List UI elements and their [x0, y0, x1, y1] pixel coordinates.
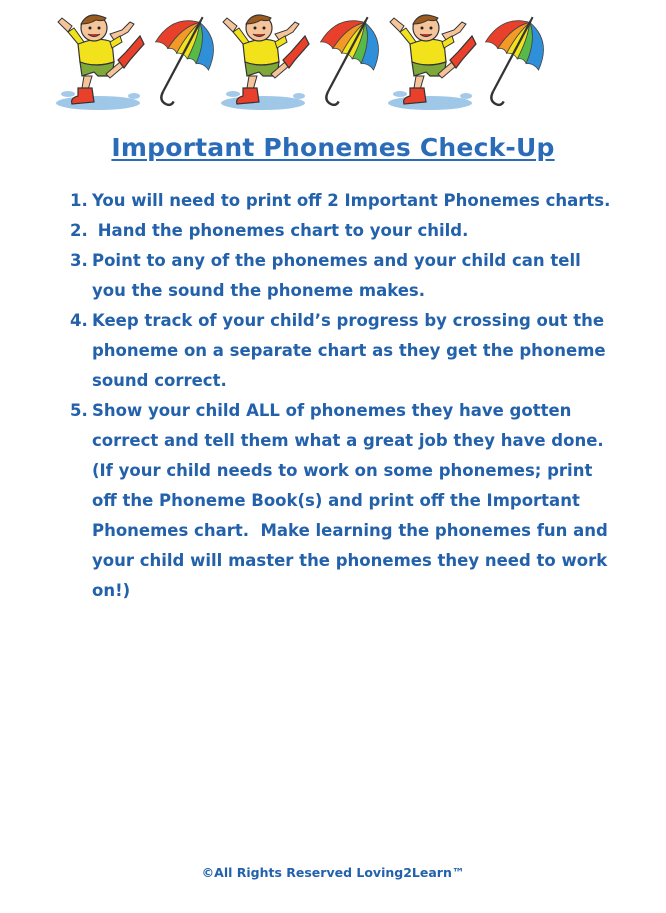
list-item: [70, 246, 615, 306]
page-title: Important Phonemes Check-Up: [111, 133, 555, 162]
boy-jumping-icon: [213, 10, 313, 115]
boy-jumping-icon: [48, 10, 148, 115]
list-item: [70, 396, 615, 606]
instructions-list: [70, 186, 615, 606]
step-number: 2.: [70, 221, 88, 240]
copyright-footer: ©All Rights Reserved Loving2Learn™: [201, 865, 465, 880]
step-number: 4.: [70, 311, 88, 330]
list-item: [70, 186, 615, 216]
list-item: [70, 216, 615, 246]
umbrella-icon: [146, 10, 218, 115]
step-text: You will need to print off 2 Important Phonemes charts.: [92, 191, 611, 210]
step-number: 3.: [70, 251, 88, 270]
step-text: Hand the phonemes chart to your child.: [92, 221, 469, 240]
list-item: [70, 306, 615, 396]
boy-jumping-icon: [380, 10, 480, 115]
umbrella-icon: [311, 10, 383, 115]
step-number: 1.: [70, 191, 88, 210]
step-text: Point to any of the phonemes and your child can tell you the sound the phoneme makes.: [92, 251, 581, 300]
header-illustration-strip: [48, 10, 548, 115]
step-text: Keep track of your child’s progress by crossing out the phoneme on a separate chart as they get the phoneme sound correct.: [92, 311, 606, 390]
umbrella-icon: [476, 10, 548, 115]
step-text: Show your child ALL of phonemes they have gotten correct and tell them what a great job they have done. (If your child needs to work on some phonemes; print off the Phoneme Book(s) and print off the Important Phonemes chart. Make learning the phonemes fun and your child will master the phonemes they need to work on!): [92, 401, 614, 600]
step-number: 5.: [70, 401, 88, 420]
